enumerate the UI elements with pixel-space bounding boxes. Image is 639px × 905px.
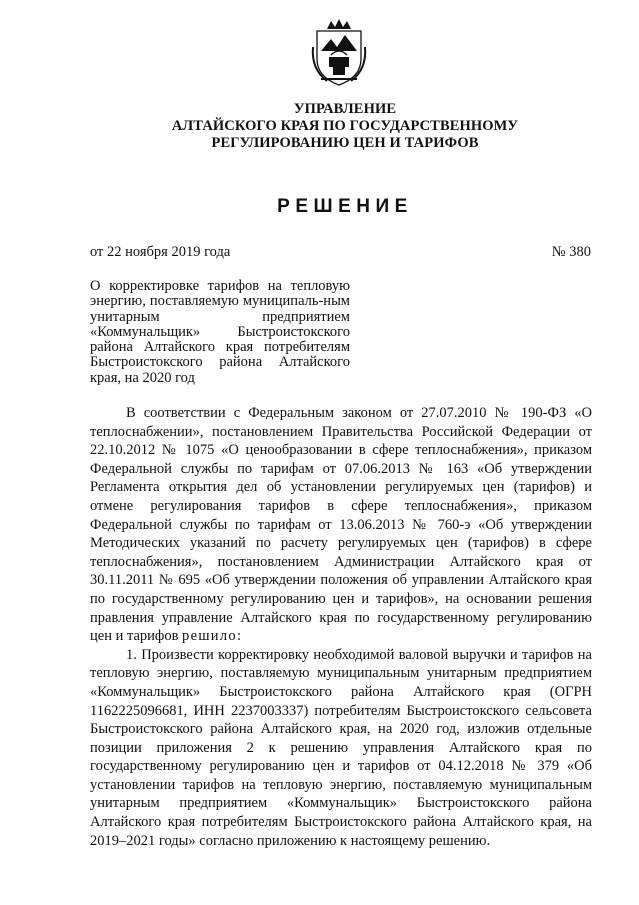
issuing-authority (90, 101, 600, 152)
preamble-paragraph (90, 404, 592, 646)
preamble-text: В соответствии с Федеральным законом от 27.07.2010 № 190-ФЗ «О теплоснабжении», постановлением Правительства Российской Федерации от 22.10.2012 № 1075 «О ценообразовании в сфере теплоснабжения», приказом Федеральной службы по тарифам от 07.06.2013 № 163 «Об утверждении Регламента открытия дел об установлении регулируемых цен (тарифов) и отмене регулирования тарифов в сфере теплоснабжения», приказом Федеральной службы по тарифам от 13.06.2013 № 760-э «Об утверждении Методических указаний по расчету регулируемых цен (тарифов) в сфере теплоснабжения», постановлением Администрации Алтайского края от 30.11.2011 № 695 «Об утверждении положения об управлении Алтайского края по государственному регулированию цен и тарифов», на основании решения правления управление Алтайского края по государственному регулированию цен и тарифов (90, 405, 592, 645)
document-subject: О корректировке тарифов на тепловую энергию, поставляемую муниципаль-ным унитарным предприятием «Коммунальщик» Быстроистокского района Алтайского края потребителям Быстроистокского района Алтайского края, на 2020 год (90, 278, 350, 386)
coat-of-arms-icon (307, 17, 371, 89)
clause-1-paragraph: 1. Произвести корректировку необходимой валовой выручки и тарифов на тепловую энергию, поставляемую муниципальным унитарным предприятием «Коммунальщик» Быстроистокского района Алтайского края (ОГРН 1162225096681, ИНН 2237003337) потребителям Быстроистокского сельсовета Быстроистокского района Алтайского края, на 2020 год, изложив отдельные позиции приложения 2 к решению управления Алтайского края по государственному регулированию цен и тарифов от 04.12.2018 № 379 «Об установлении тарифов на тепловую энергию, поставляемую муниципальным унитарным предприятием «Коммунальщик» Быстроистокского района Алтайского края потребителям Быстроистокского района Алтайского края, на 2019–2021 годы» согласно приложению к настоящему решению. (90, 646, 592, 849)
document-type-title: РЕШЕНИЕ (277, 196, 413, 217)
authority-line-3: РЕГУЛИРОВАНИЮ ЦЕН И ТАРИФОВ (211, 135, 479, 151)
authority-line-2: АЛТАЙСКОГО КРАЯ ПО ГОСУДАРСТВЕННОМУ (171, 118, 519, 134)
document-number: № 380 (551, 244, 591, 260)
authority-line-1: УПРАВЛЕНИЕ (293, 101, 397, 117)
decided-word: решило (182, 628, 237, 645)
preamble-colon: : (236, 628, 241, 645)
document-body (90, 404, 592, 850)
document-date: от 22 ноября 2019 года (90, 244, 231, 260)
